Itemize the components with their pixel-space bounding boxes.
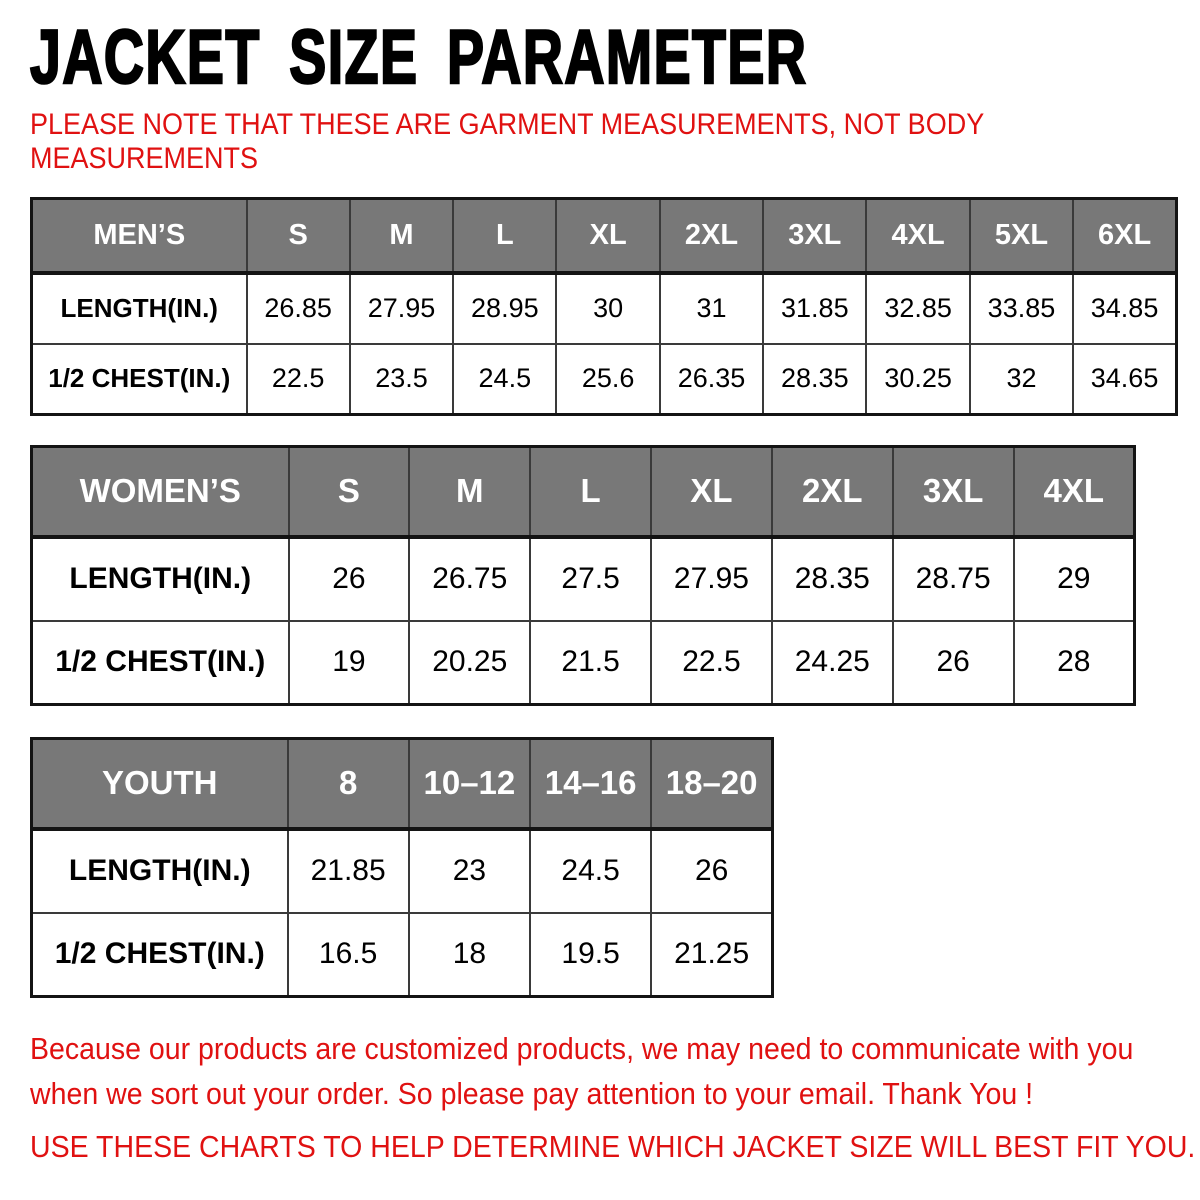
size-header-cell: L [530,447,651,537]
womens-size-table [30,445,1136,706]
value-cell: 28.35 [763,344,866,415]
size-header-cell: L [453,199,556,273]
value-cell: 21.85 [288,829,409,913]
value-cell: 23 [409,829,530,913]
value-cell: 19 [289,621,410,705]
value-cell: 26 [893,621,1014,705]
value-cell: 16.5 [288,913,409,997]
size-header-cell: 4XL [1014,447,1135,537]
size-header-cell: M [409,447,530,537]
value-cell: 28.95 [453,273,556,344]
value-cell: 28.75 [893,537,1014,621]
value-cell: 32.85 [866,273,969,344]
value-cell: 23.5 [350,344,453,415]
size-header-cell: 8 [288,739,409,829]
value-cell: 22.5 [247,344,350,415]
notice-line: when we sort out your order. So please pay attention to your email. Thank You ! [30,1076,1034,1111]
table-header-row [32,199,1177,273]
value-cell: 26 [651,829,772,913]
size-header-cell: 10–12 [409,739,530,829]
size-header-cell: 5XL [970,199,1073,273]
value-cell: 30.25 [866,344,969,415]
size-header-cell: S [289,447,410,537]
value-cell: 26.85 [247,273,350,344]
size-header-cell: 2XL [772,447,893,537]
table-row [32,829,773,913]
row-label: LENGTH(IN.) [32,537,289,621]
value-cell: 28 [1014,621,1135,705]
value-cell: 18 [409,913,530,997]
chart-usage-caption: USE THESE CHARTS TO HELP DETERMINE WHICH JACKET SIZE WILL BEST FIT YOU. [30,1129,1196,1164]
value-cell: 34.85 [1073,273,1176,344]
table-title-cell: YOUTH [32,739,288,829]
table-header-row [32,739,773,829]
value-cell: 25.6 [556,344,659,415]
value-cell: 24.5 [453,344,556,415]
row-label: 1/2 CHEST(IN.) [32,621,289,705]
table-header-row [32,447,1135,537]
value-cell: 21.5 [530,621,651,705]
size-header-cell: 2XL [660,199,763,273]
value-cell: 31.85 [763,273,866,344]
value-cell: 29 [1014,537,1135,621]
value-cell: 32 [970,344,1073,415]
size-header-cell: M [350,199,453,273]
value-cell: 26.35 [660,344,763,415]
value-cell: 22.5 [651,621,772,705]
row-label: LENGTH(IN.) [32,829,288,913]
value-cell: 26.75 [409,537,530,621]
size-header-cell: 6XL [1073,199,1176,273]
size-header-cell: S [247,199,350,273]
row-label: 1/2 CHEST(IN.) [32,344,247,415]
value-cell: 24.25 [772,621,893,705]
value-cell: 21.25 [651,913,772,997]
value-cell: 20.25 [409,621,530,705]
page-title: JACKET SIZE PARAMETER [30,15,808,100]
value-cell: 24.5 [530,829,651,913]
row-label: 1/2 CHEST(IN.) [32,913,288,997]
table-row [32,621,1135,705]
size-header-cell: XL [651,447,772,537]
size-header-cell: 18–20 [651,739,772,829]
value-cell: 31 [660,273,763,344]
value-cell: 30 [556,273,659,344]
note-line: MEASUREMENTS [30,142,259,175]
size-header-cell: 3XL [893,447,1014,537]
table-row [32,344,1177,415]
table-title-cell: WOMEN’S [32,447,289,537]
value-cell: 27.5 [530,537,651,621]
value-cell: 26 [289,537,410,621]
mens-size-table [30,197,1178,416]
youth-size-table [30,737,774,998]
value-cell: 27.95 [350,273,453,344]
value-cell: 28.35 [772,537,893,621]
size-header-cell: XL [556,199,659,273]
size-header-cell: 14–16 [530,739,651,829]
table-row [32,273,1177,344]
value-cell: 34.65 [1073,344,1176,415]
value-cell: 27.95 [651,537,772,621]
customization-notice [30,1026,1133,1116]
table-row [32,913,773,997]
value-cell: 19.5 [530,913,651,997]
row-label: LENGTH(IN.) [32,273,247,344]
table-title-cell: MEN’S [32,199,247,273]
note-line: PLEASE NOTE THAT THESE ARE GARMENT MEASUREMENTS, NOT BODY [30,108,985,141]
size-header-cell: 3XL [763,199,866,273]
garment-measurement-note [30,108,984,176]
table-row [32,537,1135,621]
value-cell: 33.85 [970,273,1073,344]
notice-line: Because our products are customized products, we may need to communicate with you [30,1031,1134,1066]
size-header-cell: 4XL [866,199,969,273]
